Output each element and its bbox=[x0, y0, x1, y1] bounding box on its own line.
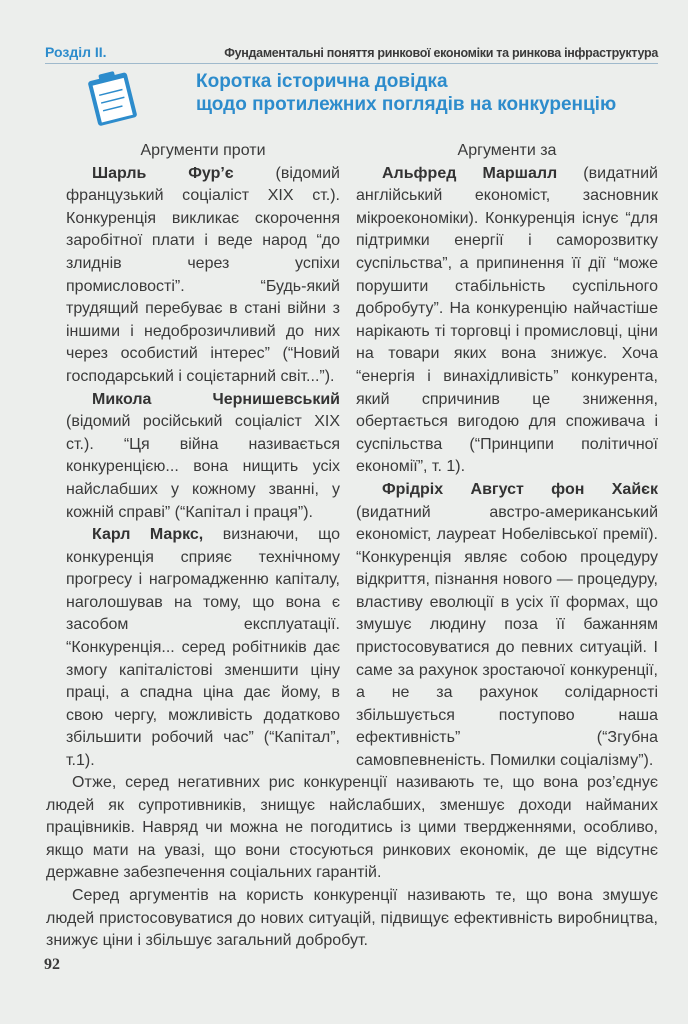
conclusion-text bbox=[46, 772, 658, 953]
argument-paragraph bbox=[356, 163, 658, 479]
author-name: Микола Чернишевський bbox=[92, 390, 340, 408]
body-paragraph: Отже, серед негативних рис конкуренції називають те, що вона роз’єднує людей як супротивників, знищує найслабших, зменшує доходи найманих працівників. Навряд чи можна не погодитись із цими твердженнями, особливо, якщо мати на увазі, що вони стосуються ринкових економік, де ще відсутнє державне забезпечення соціальних гарантій. bbox=[46, 774, 658, 882]
argument-text: (відомий французький соціаліст XIX ст.). Конкуренція викликає скорочення заробітної плати і веде народ “до злиднів через успіхи промисловості”. “Будь-який трудящий перебуває в стані війни з іншими і недоброзичливий до них через особистий інтерес” (“Новий господарський і соцієтарний світ...”). bbox=[66, 164, 340, 385]
body-paragraph: Серед аргументів на користь конкуренції називають те, що вона змушує людей пристосовуватися до нових ситуацій, підвищує ефективність виробництва, знижує ціни і збільшує загальний добробут. bbox=[46, 886, 658, 950]
author-name: Шарль Фур’є bbox=[92, 164, 234, 182]
arguments-for-column bbox=[356, 140, 658, 773]
section-label: Розділ II. bbox=[45, 44, 107, 60]
title-line-1: Коротка історична довідка bbox=[196, 71, 448, 92]
title-line-2: щодо протилежних поглядів на конкуренцію bbox=[196, 94, 617, 115]
argument-text: (відомий російський соціаліст XIX ст.). “Ця війна називається конкуренцією... вона нищить усіх найслабших у кожному званні, у кожній справі” (“Капітал і праця”). bbox=[66, 413, 340, 521]
argument-paragraph bbox=[356, 479, 658, 773]
argument-text: визнаючи, що конкуренція сприяє технічному прогресу і нагромадженню капіталу, наголошував на тому, що вона є засобом експлуатації. “Конкуренція... серед робітників дає змогу капіталістові зменшити ціну праці, а спадна ціна дає йому, в свою чергу, можливість додатково збільшити робочий час” (“Капітал”, т.1). bbox=[66, 526, 340, 770]
clipboard-note-icon bbox=[82, 68, 144, 126]
arguments-against-column bbox=[66, 140, 340, 773]
argument-text: (видатний австро-американський економіст, лауреат Нобелівської премії). “Конкуренція являє собою процедуру відкриття, пізнання нового — процедуру, властиву еволюції в усіх її формах, що змушує людину поза її бажанням пристосовуватися до певних ситуацій. І саме за рахунок зростаючої конкуренції, а не за рахунок солідарності збільшується поступово наша ефективність” (“Згубна самовпевненість. Помилки соціалізму”). bbox=[356, 503, 658, 770]
argument-paragraph bbox=[66, 524, 340, 773]
column-heading: Аргументи за bbox=[457, 142, 557, 159]
author-name: Фрідріх Август фон Хайєк bbox=[382, 480, 658, 498]
argument-text: (видатний англійський економіст, засновник мікроекономіки). Конкуренція існує “для підтримки енергії і саморозвитку суспільства”, а припинення її дії “може порушити стабільність суспільного добробуту”. На конкуренцію найчастіше нарікають ті торговці і промисловці, ціни на товари яких вона знижує. Хоча “енергія і винахідливість” конкурента, який спричинив це зниження, обертається вигодою для споживача і суспільства (“Принципи політичної економії”, т. 1). bbox=[356, 164, 658, 476]
box-title bbox=[196, 70, 616, 116]
argument-paragraph bbox=[66, 389, 340, 525]
author-name: Карл Маркс, bbox=[92, 526, 204, 544]
author-name: Альфред Маршалл bbox=[382, 164, 558, 182]
argument-paragraph bbox=[66, 163, 340, 389]
column-heading: Аргументи проти bbox=[140, 142, 266, 159]
page-number: 92 bbox=[44, 956, 60, 973]
section-topic: Фундаментальні поняття ринкової економіки та ринкова інфраструктура bbox=[224, 46, 658, 60]
running-header bbox=[45, 38, 658, 64]
